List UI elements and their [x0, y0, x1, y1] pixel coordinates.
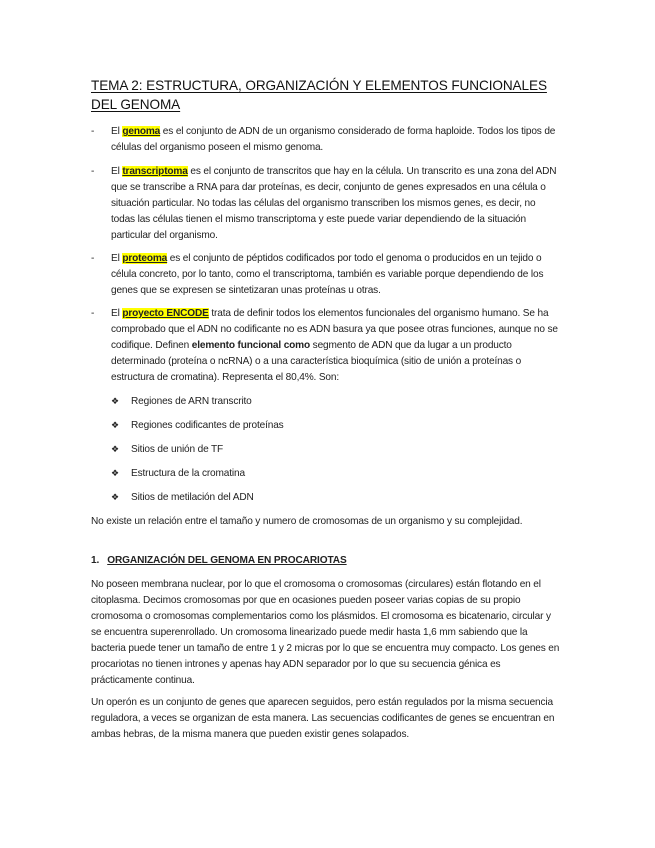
sub-list-item [111, 417, 511, 434]
list-item-encode [91, 306, 561, 386]
bullet-dash: - [91, 308, 95, 319]
bullet-dash: - [91, 253, 95, 264]
text-fragment: es el conjunto de transcritos que hay en la célula. Un transcrito es una zona del ADN que se transcribe a RNA para dar proteínas, es decir, conjunto de genes expresados en una célula o situación particular. No todas las células del organismo transcriben los mismos genes, es decir, no todas las células tienen el mismo transcriptoma y este puede variar dependiendo de la situación particular del organismo. [111, 166, 557, 241]
list-item-text [111, 251, 561, 299]
sub-item-label: Sitios de metilación del ADN [131, 492, 254, 503]
list-item-text [111, 124, 561, 156]
diamond-bullet-icon: ❖ [111, 420, 119, 430]
text-fragment: es el conjunto de péptidos codificados por todo el genoma o producidos en un tejido o célula concreto, por lo tanto, como el transcriptoma, también es variable porque dependiendo de los genes que se expresen se sintetizaran unas proteínas u otras. [111, 253, 544, 296]
diamond-bullet-icon: ❖ [111, 492, 119, 502]
bullet-dash: - [91, 126, 95, 137]
page-title: TEMA 2: ESTRUCTURA, ORGANIZACIÓN Y ELEMENTOS FUNCIONALES DEL GENOMA [91, 78, 547, 112]
list-item-text [111, 306, 561, 386]
diamond-bullet-icon: ❖ [111, 468, 119, 478]
paragraph-relation: No existe un relación entre el tamaño y numero de cromosomas de un organismo y su complejidad. [91, 516, 523, 527]
sub-list-item [111, 465, 511, 482]
text-fragment: El [111, 308, 123, 319]
paragraph-operon: Un operón es un conjunto de genes que aparecen seguidos, pero están regulados por la misma secuencia reguladora, a veces se organizan de esta manera. Las secuencias codificantes de genes se encuentran en ambas hebras, de la misma manera que pueden existir genes solapados. [91, 697, 555, 740]
text-fragment: El [111, 166, 123, 177]
section-title: ORGANIZACIÓN DEL GENOMA EN PROCARIOTAS [107, 555, 347, 566]
text-fragment: El [111, 253, 123, 264]
sub-item-label: Estructura de la cromatina [131, 468, 245, 479]
highlight-term: proyecto ENCODE [122, 308, 209, 319]
highlight-term: genoma [122, 126, 161, 137]
text-fragment: es el conjunto de ADN de un organismo considerado de forma haploide. Todos los tipos de células del organismo poseen el mismo genoma. [111, 126, 556, 153]
sub-list-item [111, 489, 511, 506]
section-heading [91, 553, 347, 569]
highlight-term: proteoma [122, 253, 168, 264]
diamond-bullet-icon: ❖ [111, 444, 119, 454]
sub-item-label: Regiones codificantes de proteínas [131, 420, 284, 431]
list-item-proteoma [91, 251, 561, 299]
bullet-dash: - [91, 166, 95, 177]
sub-list-item [111, 441, 511, 458]
highlight-term: transcriptoma [122, 166, 188, 177]
list-item-text [111, 164, 561, 244]
sub-item-label: Sitios de unión de TF [131, 444, 224, 455]
sub-list-item [111, 393, 511, 410]
list-item-genoma [91, 124, 561, 156]
diamond-bullet-icon: ❖ [111, 396, 119, 406]
section-number: 1. [91, 555, 100, 566]
list-item-transcriptoma [91, 164, 561, 244]
text-fragment: trata de definir todos los elementos funcionales del organismo humano. Se ha comprobado que el ADN no codificante no es ADN basura ya que posee otras funciones, aunque no se codifique. Definen [111, 308, 558, 351]
paragraph-procariotas: No poseen membrana nuclear, por lo que el cromosoma o cromosomas (circulares) están flotando en el citoplasma. Decimos cromosomas por que en ocasiones pueden poseer varias copias de su propio cromosoma o cromosomas complementarios como los plásmidos. El cromosoma es bicatenario, circular y se encuentra superenrollado. Un cromosoma linearizado puede medir hasta 1,6 mm sabiendo que la bacteria puede tener un tamaño de entre 1 y 2 micras por lo que se encuentra muy compacto. Los genes en procariotas no tienen intrones y apenas hay ADN separador por lo que su secuencia génica es prácticamente continua. [91, 579, 560, 686]
sub-item-label: Regiones de ARN transcrito [131, 396, 252, 407]
text-fragment: segmento de ADN que da lugar a un producto determinado (proteína o ncRNA) o a una característica bioquímica (sitio de unión a proteínas o estructura de cromatina). Representa el 80,4%. Son: [111, 340, 522, 383]
text-fragment: El [111, 126, 123, 137]
bold-term: elemento funcional como [191, 340, 311, 351]
